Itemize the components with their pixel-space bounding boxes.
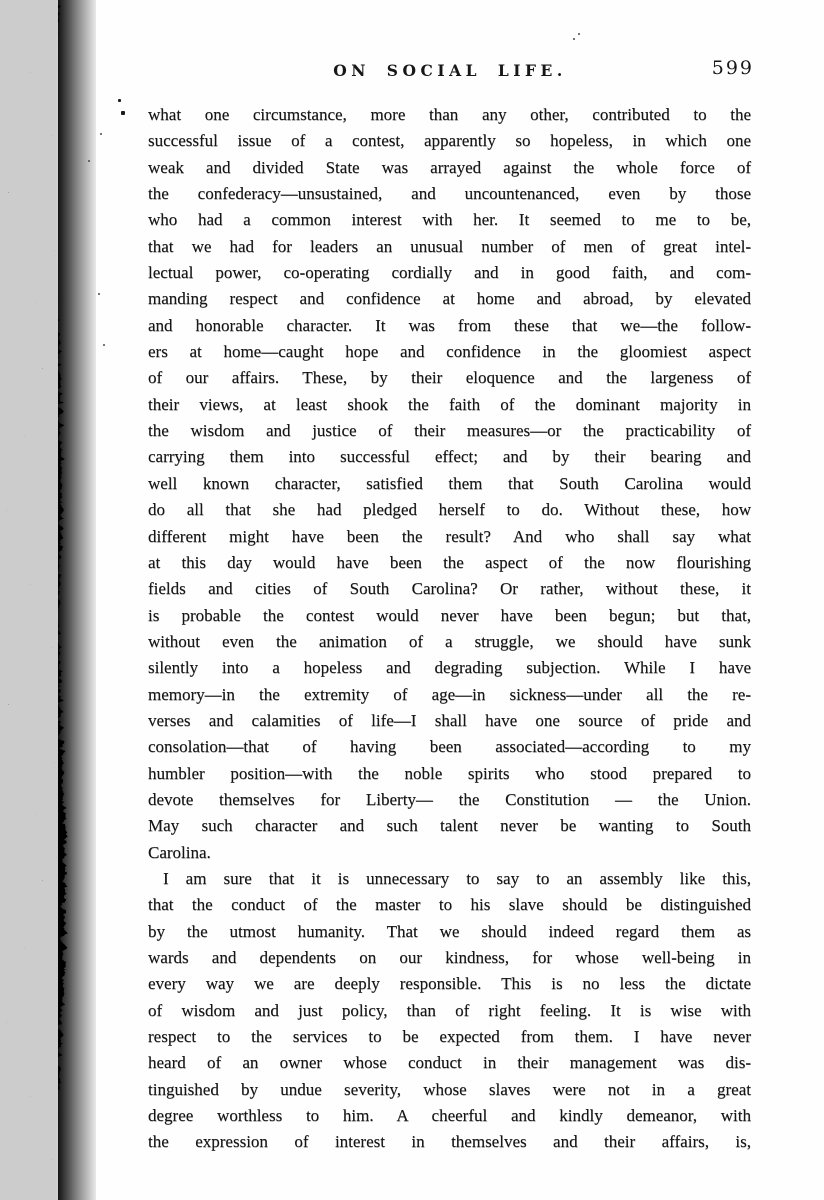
- page-text: [148, 102, 751, 1156]
- text-line: memory—in the extremity of age—in sickness—under all the re-: [148, 684, 751, 704]
- text-line: of our affairs. These, by their eloquence and the largeness of: [148, 368, 751, 388]
- page-number: 599: [711, 57, 754, 79]
- ink-speck: [100, 133, 102, 135]
- text-line: May such character and such talent never be wanting to South: [148, 816, 751, 836]
- ink-speck: [98, 293, 100, 295]
- text-line: of wisdom and just policy, than of right feeling. It is wise with: [148, 1000, 751, 1020]
- ink-speck: [121, 111, 125, 115]
- ink-speck: [573, 38, 575, 40]
- text-line: carrying them into successful effect; and by their bearing and: [148, 447, 751, 467]
- text-line: silently into a hopeless and degrading subjection. While I have: [148, 658, 751, 678]
- text-line: every way we are deeply responsible. This is no less the dictate: [148, 974, 751, 994]
- text-line: by the utmost humanity. That we should indeed regard them as: [148, 921, 751, 941]
- running-title: ON SOCIAL LIFE.: [333, 61, 567, 80]
- text-line: ers at home—caught hope and confidence in the gloomiest aspect: [148, 342, 751, 362]
- binding-artifact: [0, 0, 100, 1200]
- text-line: different might have been the result? And who shall say what: [148, 526, 751, 546]
- text-line: that the conduct of the master to his slave should be distinguished: [148, 895, 751, 915]
- text-line: wards and dependents on our kindness, for whose well-being in: [148, 948, 751, 967]
- ink-speck: [578, 33, 580, 35]
- text-line: do all that she had pledged herself to do. Without these, how: [148, 500, 751, 520]
- text-line: manding respect and confidence at home and abroad, by elevated: [148, 289, 751, 309]
- ink-speck: [103, 344, 105, 346]
- text-line: degree worthless to him. A cheerful and kindly demeanor, with: [148, 1106, 751, 1126]
- text-line: respect to the services to be expected from them. I have never: [148, 1027, 751, 1047]
- text-line: the confederacy—unsustained, and uncountenanced, even by those: [148, 184, 751, 204]
- text-line: the expression of interest in themselves and their affairs, is,: [148, 1132, 751, 1152]
- text-line: well known character, satisfied them that South Carolina would: [148, 473, 751, 493]
- page-header: [148, 57, 754, 86]
- text-line: weak and divided State was arrayed against the whole force of: [148, 157, 751, 177]
- text-line: who had a common interest with her. It seemed to me to be,: [148, 210, 751, 230]
- text-line: at this day would have been the aspect of the now flourishing: [148, 552, 751, 572]
- paragraph: [148, 102, 751, 866]
- text-line: that we had for leaders an unusual number of men of great intel-: [148, 236, 751, 256]
- text-line: lectual power, co-operating cordially and in good faith, and com-: [148, 263, 751, 283]
- text-line: successful issue of a contest, apparently so hopeless, in which one: [148, 131, 751, 151]
- text-line: heard of an owner whose conduct in their management was dis-: [148, 1053, 751, 1073]
- text-line: verses and calamities of life—I shall have one source of pride and: [148, 710, 751, 730]
- text-line: the wisdom and justice of their measures—or the practicability of: [148, 421, 751, 441]
- text-line: without even the animation of a struggle, we should have sunk: [148, 631, 751, 651]
- text-line: consolation—that of having been associated—according to my: [148, 737, 751, 757]
- text-line: Carolina.: [148, 842, 211, 862]
- text-line: devote themselves for Liberty— the Constitution — the Union.: [148, 789, 751, 809]
- text-line: I am sure that it is unnecessary to say to an assembly like this,: [163, 868, 751, 888]
- text-line: fields and cities of South Carolina? Or rather, without these, it: [148, 579, 751, 599]
- text-line: and honorable character. It was from these that we—the follow-: [148, 315, 751, 335]
- text-line: what one circumstance, more than any other, contributed to the: [148, 105, 751, 124]
- ink-speck: [88, 160, 90, 162]
- ink-speck: [118, 99, 121, 102]
- text-line: humbler position—with the noble spirits who stood prepared to: [148, 763, 751, 783]
- text-line: their views, at least shook the faith of the dominant majority in: [148, 394, 751, 414]
- text-line: tinguished by undue severity, whose slaves were not in a great: [148, 1079, 751, 1099]
- paragraph: [148, 866, 751, 1156]
- text-line: is probable the contest would never have been begun; but that,: [148, 605, 751, 625]
